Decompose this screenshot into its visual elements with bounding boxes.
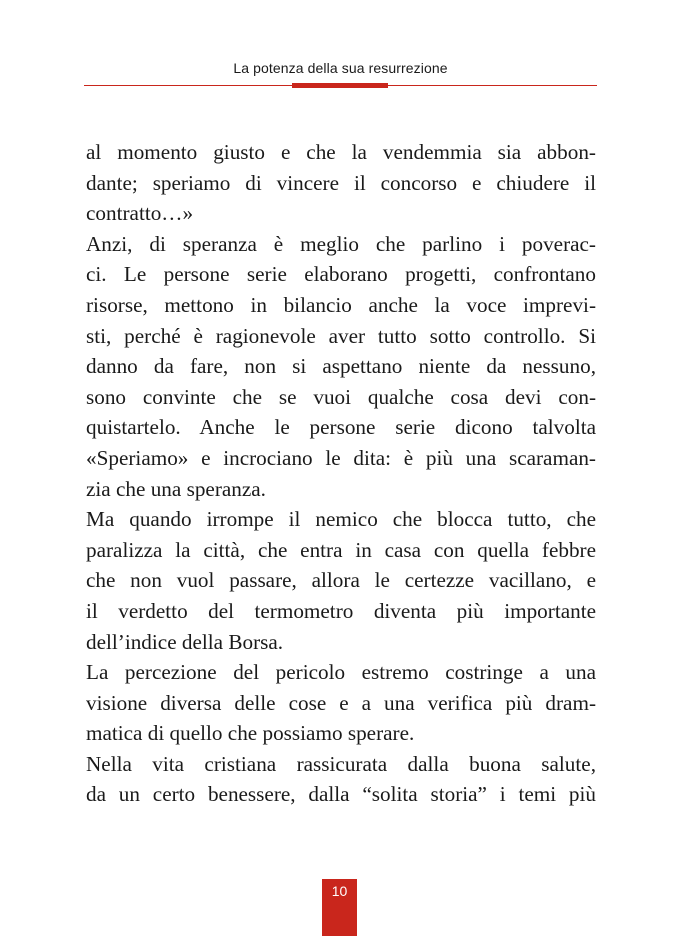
text-line: sono convinte che se vuoi qualche cosa devi con- (86, 384, 596, 409)
text-line: contratto…» (86, 201, 194, 226)
text-line: risorse, mettono in bilancio anche la voce imprevi- (86, 292, 596, 317)
text-line: dell’indice della Borsa. (86, 629, 284, 654)
page-number: 10 (331, 883, 348, 899)
text-line: ci. Le persone serie elaborano progetti, confrontano (86, 262, 596, 287)
text-line: paralizza la città, che entra in casa con quella febbre (86, 537, 596, 562)
text-line: quistartelo. Anche le persone serie dicono talvolta (86, 415, 596, 440)
page-number-tab (322, 879, 357, 936)
text-line: al momento giusto e che la vendemmia sia abbon- (86, 140, 596, 164)
text-line: zia che una speranza. (86, 476, 266, 501)
text-line: il verdetto del termometro diventa più importante (86, 598, 596, 623)
text-line: «Speriamo» e incrociano le dita: è più una scaraman- (86, 445, 596, 470)
text-line: visione diversa delle cose e a una verifica più dram- (86, 690, 596, 715)
running-header-title: La potenza della sua resurrezione (233, 60, 448, 76)
text-line: danno da fare, non si aspettano niente da nessuno, (86, 354, 596, 379)
text-line: sti, perché è ragionevole aver tutto sotto controllo. Si (86, 323, 596, 348)
text-line: La percezione del pericolo estremo costringe a una (86, 660, 596, 685)
text-line: Ma quando irrompe il nemico che blocca tutto, che (86, 507, 596, 532)
text-line: matica di quello che possiamo sperare. (86, 721, 415, 746)
text-line: dante; speriamo di vincere il concorso e chiudere il (86, 170, 596, 195)
body-text (86, 137, 596, 810)
text-line: Anzi, di speranza è meglio che parlino i poverac- (86, 231, 596, 256)
text-line: da un certo benessere, dalla “solita storia” i temi più (86, 782, 596, 807)
header-accent-bar (292, 83, 388, 88)
text-line: che non vuol passare, allora le certezze vacillano, e (86, 568, 596, 593)
text-line: Nella vita cristiana rassicurata dalla buona salute, (86, 751, 596, 776)
